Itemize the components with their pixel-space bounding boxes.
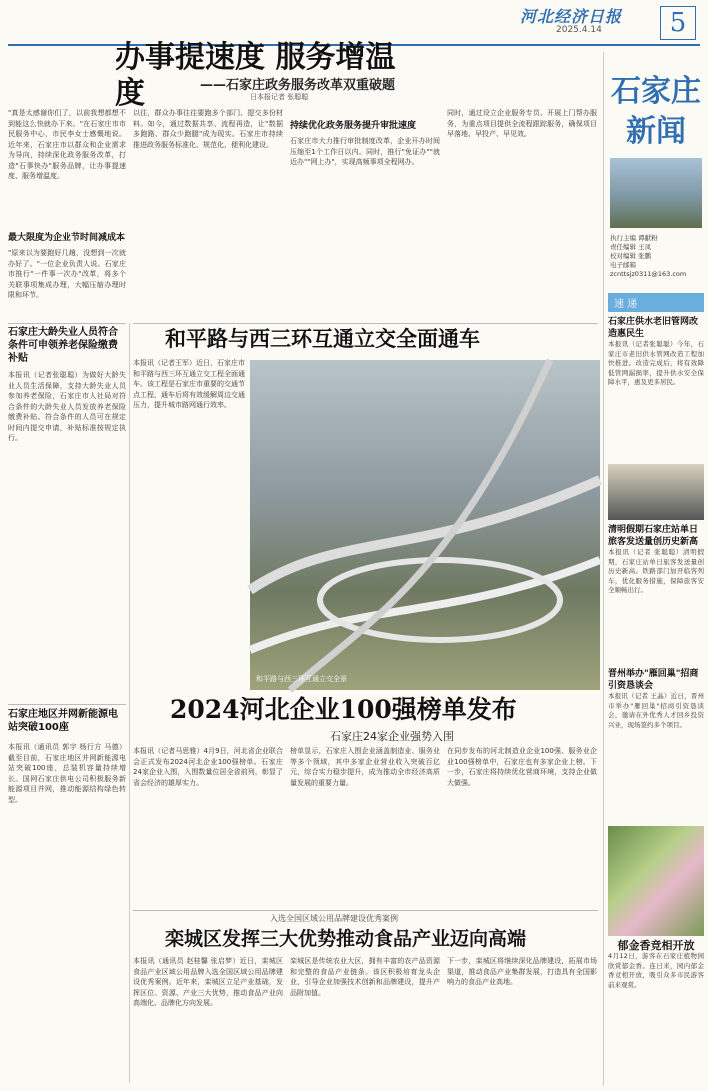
sidebar-masthead-photo — [610, 158, 702, 228]
luancheng-col2: 栾城区是传统农业大区，拥有丰富的农产品资源和完整的食品产业链条。该区积极培育龙头企业，引导企业加强技术创新和品牌建设，提升产品附加值。 — [290, 957, 440, 997]
editor-info: 执行主编 谭献粉 责任编辑 王凤 校对编辑 张鹏 电子邮箱 zcnttsjz0311@163.com — [610, 234, 687, 278]
lead-byline: 日本报记者 张聪聪 — [250, 93, 309, 101]
interchange-illustration — [250, 360, 600, 690]
sidebar-item2-title: 清明假期石家庄站单日旅客发送量创历史新高 — [608, 525, 699, 547]
side-story2-body: 本报讯（通讯员 郭宇 杨行方 马德）截至目前，石家庄地区并网新能源电站突破100座，总装机容量持续增长。国网石家庄供电公司积极服务新能源项目并网，推动能源结构绿色转型。 — [8, 743, 126, 804]
sidebar-title-line1: 石家庄 — [611, 74, 701, 109]
lead-headline: 办事提速度 服务增温度 — [115, 40, 396, 111]
luancheng-headline: 栾城区发挥三大优势推动食品产业迈向高端 — [165, 928, 527, 950]
issue-date: 2025.4.14 — [556, 25, 602, 35]
sidebar-item3-body: 本报讯（记者 王晶）近日，晋州市举办"雁回巢"招商引资恳谈会，邀请在外优秀人才回乡投资兴业，现场签约多个项目。 — [608, 692, 704, 729]
sidebar-photo-title: 郁金香竞相开放 — [617, 939, 695, 952]
sidebar-photo-body: 4月12日，游客在石家庄植物园欣赏郁金香。连日来，园内郁金香竞相开放，吸引众多市民游客前来观赏。 — [608, 952, 704, 989]
top100-col1: 本报讯（记者马思雅）4月9日，河北省企业联合会正式发布2024河北企业100强榜单。石家庄24家企业入围，入围数量位居全省前列，彰显了省会经济的雄厚实力。 — [133, 747, 283, 787]
sidebar-rule — [603, 52, 604, 1086]
lead-col1-body: "原来以为要跑好几趟，没想到一次就办好了。"一位企业负责人说。石家庄市推行"一件事一次办"改革，将多个关联事项集成办理，大幅压缩办理时限和环节。 — [8, 249, 126, 299]
sidebar — [608, 52, 704, 1086]
sidebar-item1-body: 本报讯（记者张聪聪）今年，石家庄市老旧供水管网改造工程加快推进。改造完成后，将有效降低管网漏损率，提升供水安全保障水平，惠及更多居民。 — [608, 340, 704, 386]
top100-col3: 在同步发布的河北制造业企业100强、服务业企业100强榜单中，石家庄也有多家企业上榜。下一步，石家庄将持续优化营商环境，支持企业做大做强。 — [447, 747, 597, 787]
photo-story-title: 和平路与西三环互通立交全面通车 — [165, 326, 480, 351]
luancheng-col1: 本报讯（通讯员 赵桂馨 张启梦）近日，栾城区食品产业区域公用品牌入选全国区域公用品牌建设优秀案例。近年来，栾城区立足产业基础，发挥区位、资源、产业三大优势，推动食品产业向高端化、品牌化方向发展。 — [133, 957, 283, 1007]
lead-subtitle: ——石家庄政务服务改革双重破题 — [200, 78, 396, 93]
divider — [8, 323, 126, 324]
paper-name: 河北经济日报 — [520, 7, 623, 26]
sidebar-item1-title: 石家庄供水老旧管网改造惠民生 — [608, 317, 699, 339]
luancheng-col3: 下一步，栾城区将继续深化品牌建设，拓展市场渠道，推动食品产业集群发展，打造具有全国影响力的食品产业高地。 — [447, 957, 597, 986]
photo-story-body: 本报讯（记者王军）近日，石家庄市和平路与西三环互通立交工程全面通车。该工程是石家庄市重要的交通节点工程，通车后将有效缓解周边交通压力，提升城市路网通行效率。 — [133, 359, 245, 409]
side-story2-title: 石家庄地区并网新能源电站突破100座 — [8, 709, 118, 733]
sidebar-item2-body: 本报讯（记者 张聪聪）清明假期，石家庄站单日旅客发送量创历史新高。铁路部门加开临客列车，优化服务措施，保障旅客安全顺畅出行。 — [608, 548, 704, 594]
lead-col3-subhead: 持续优化政务服务提升审批速度 — [290, 121, 417, 131]
divider — [8, 704, 126, 705]
lead-col4-body: 同时，通过设立企业服务专员、开展上门帮办服务，为重点项目提供全流程跟踪服务，确保项目早落地、早投产、早见效。 — [447, 109, 597, 138]
photo-caption: 和平路与西三环互通立交全景 — [256, 675, 347, 683]
sidebar-item1-photo — [608, 464, 704, 520]
top100-col2: 榜单显示，石家庄入围企业涵盖制造业、服务业等多个领域，其中多家企业营业收入突破百亿元，综合实力稳步提升，成为推动全市经济高质量发展的重要力量。 — [290, 747, 440, 787]
sidebar-section-label: 速 递 — [608, 293, 704, 312]
tulip-photo — [608, 826, 704, 936]
sidebar-title-line2: 新闻 — [626, 114, 686, 149]
lead-col3-body: 石家庄市大力推行审批制度改革，企业开办时间压缩至1个工作日以内。同时，推行"免证办""就近办""网上办"，实现高频事项全程网办。 — [290, 137, 440, 166]
top100-subtitle: 石家庄24家企业强势入围 — [330, 730, 454, 743]
lead-col1-intro: "真是太感谢你们了，以前我想都想不到能这么快就办下来。"在石家庄市市民服务中心，市民李女士感慨地说。近年来，石家庄市以群众和企业需求为导向，持续深化政务服务改革，打造"石事快办"服务品牌，让办事提速度、服务增温度。 — [8, 109, 126, 180]
luancheng-kicker: 入选全国区域公用品牌建设优秀案例 — [270, 914, 398, 923]
interchange-photo — [250, 360, 600, 690]
divider — [133, 910, 598, 911]
top100-headline: 2024河北企业100强榜单发布 — [170, 695, 517, 724]
sidebar-item3-title: 晋州举办"雁回巢"招商引资恳谈会 — [608, 669, 699, 691]
column-rule — [129, 323, 130, 1083]
side-story1-body: 本报讯（记者张聪聪）为做好大龄失业人员生活保障，支持大龄失业人员参加养老保险，石家庄市人社局对符合条件的大龄失业人员发放养老保险缴费补贴。符合条件的人员可在规定时间内提交申请，补贴标准按规定执行。 — [8, 371, 126, 442]
side-story1-title: 石家庄大龄失业人员符合条件可申领养老保险缴费补贴 — [8, 327, 118, 364]
page-number: 5 — [660, 6, 696, 40]
lead-col2-body: 以往，群众办事往往要跑多个部门、提交多份材料。如今，通过数据共享、流程再造，让"数据多跑路、群众少跑腿"成为现实。石家庄市持续推进政务服务标准化、规范化、便利化建设。 — [133, 109, 283, 149]
lead-col1-subhead: 最大限度为企业节时间减成本 — [8, 233, 126, 243]
